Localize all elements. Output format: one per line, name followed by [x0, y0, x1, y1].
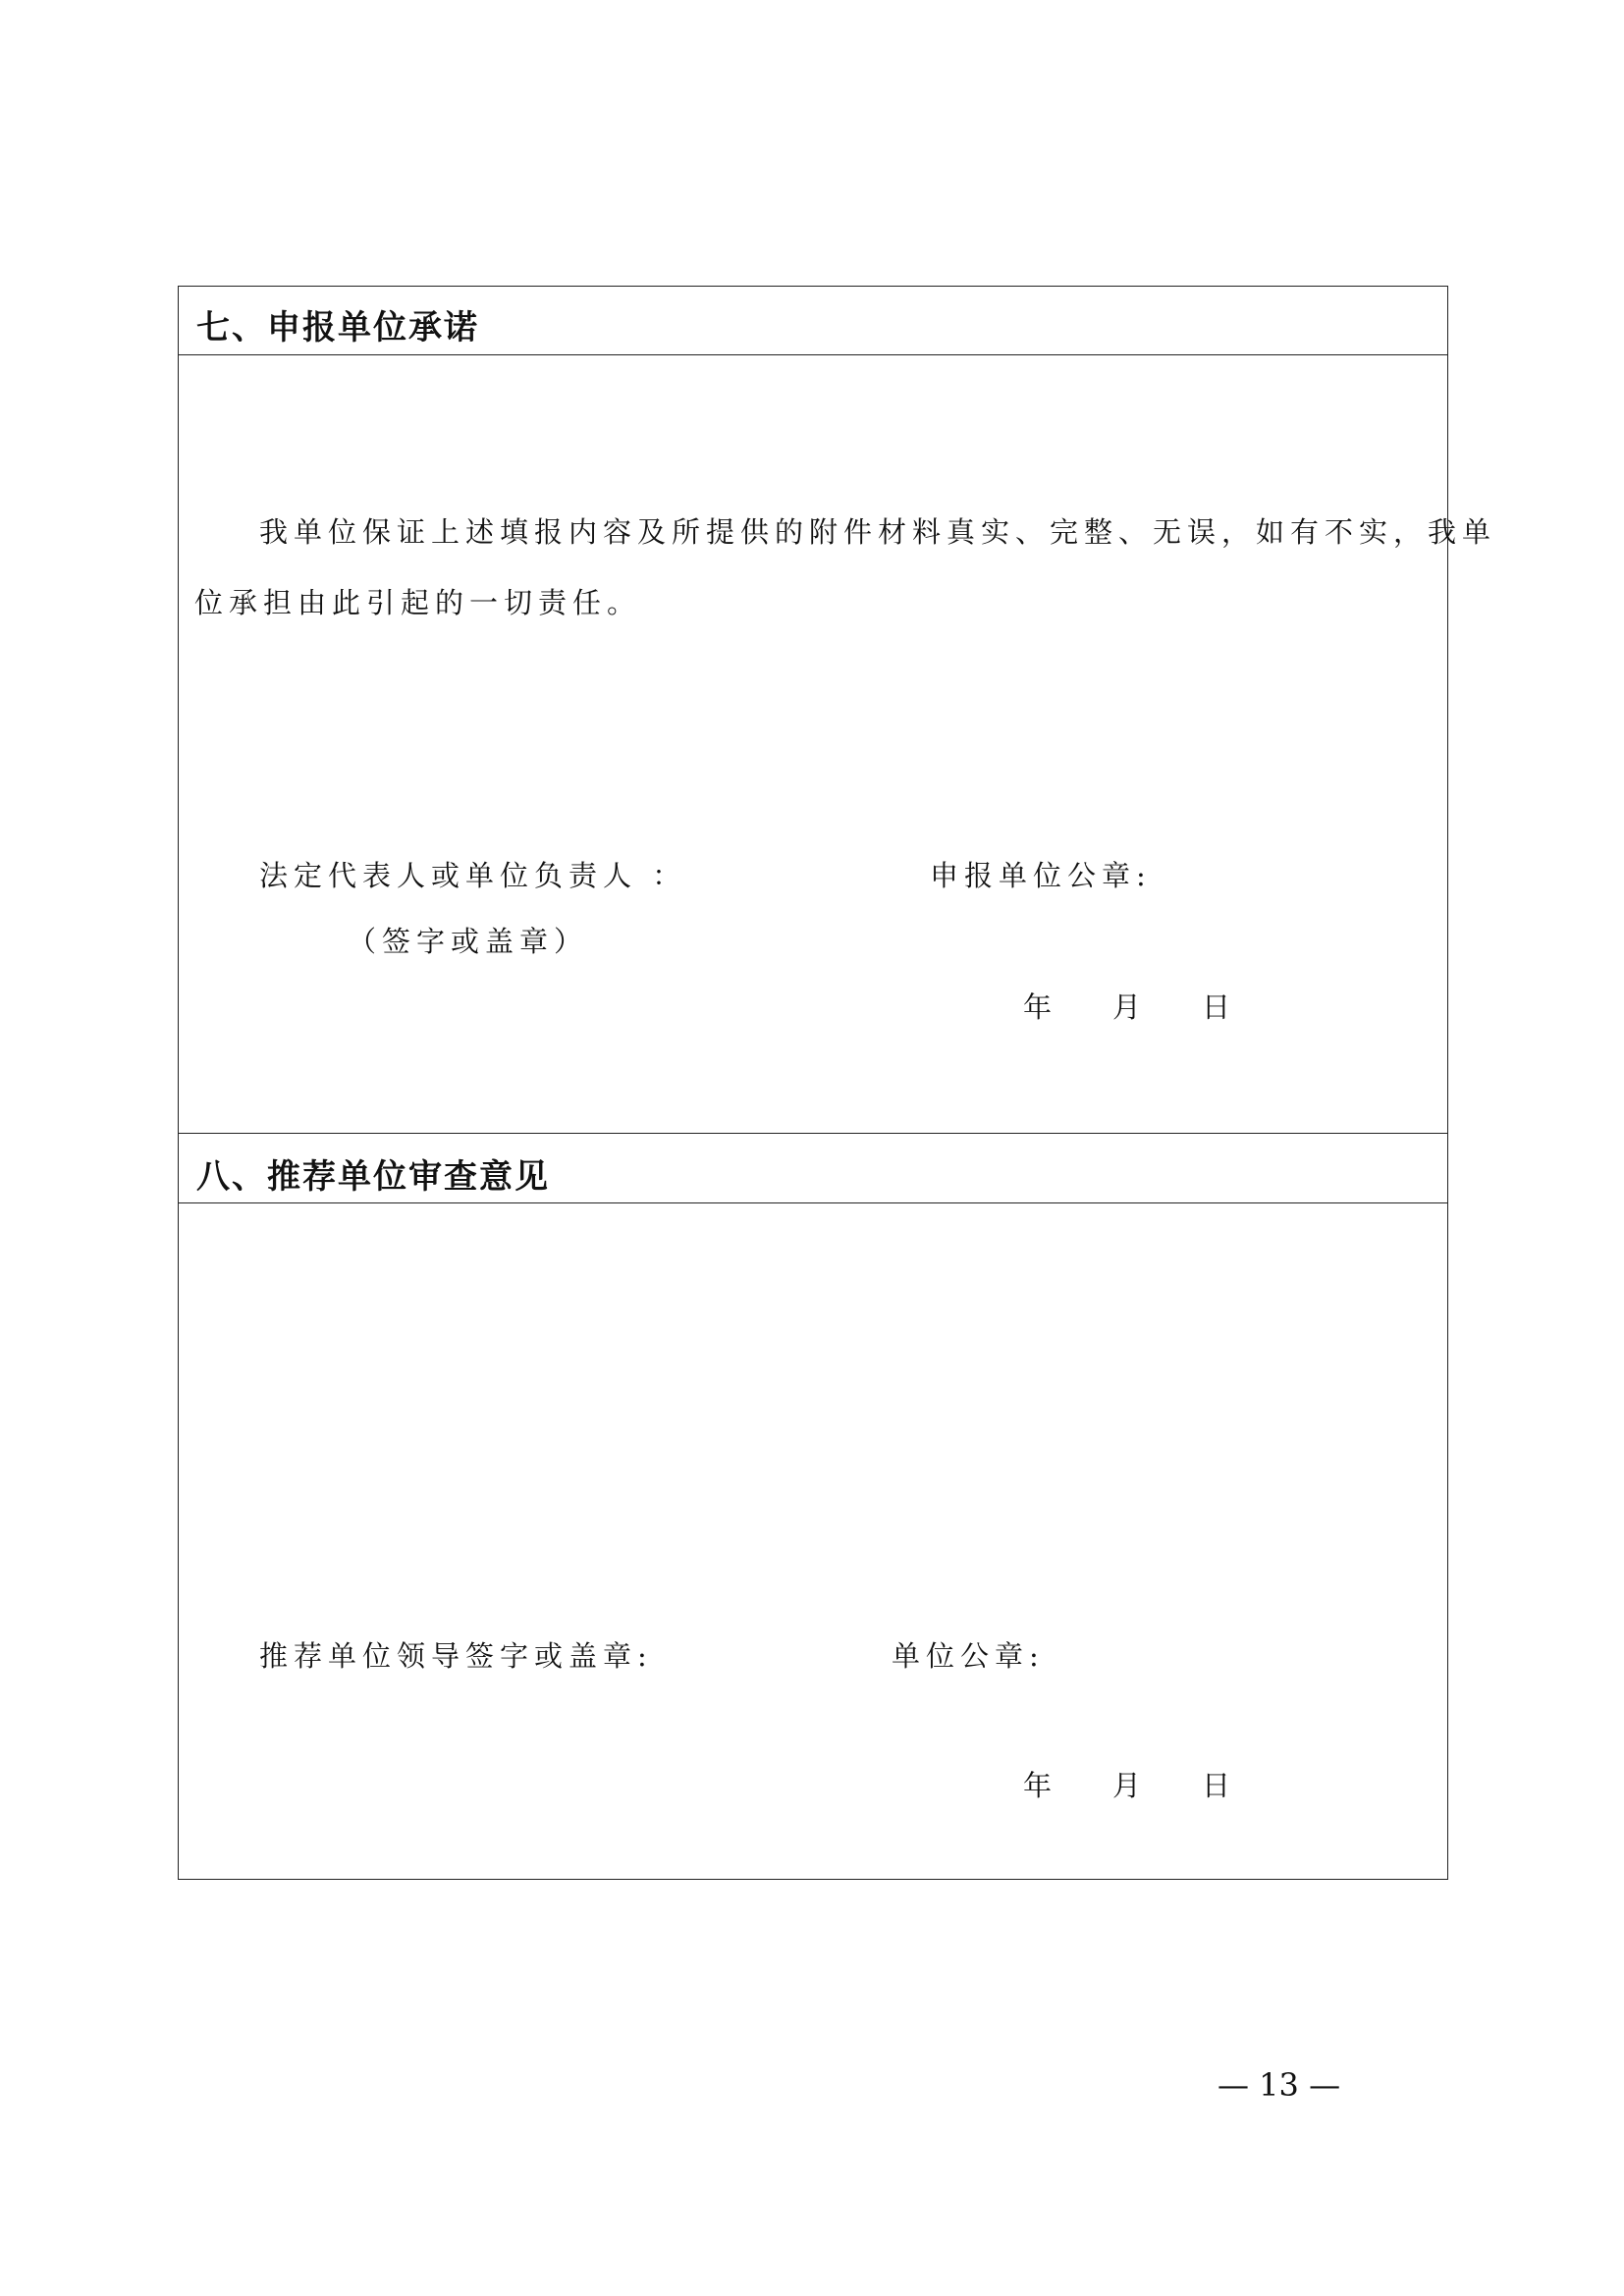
date-day-label: 日 [1202, 990, 1237, 1024]
section-8-title: 八、推荐单位审查意见 [196, 1157, 550, 1197]
recommending-unit-seal-label: 单位公章: [892, 1639, 1045, 1673]
sign-or-stamp-note: （签字或盖章） [348, 925, 589, 958]
date-day-label: 日 [1202, 1769, 1237, 1802]
section-8-date [1023, 1764, 1236, 1804]
section-7-date [1023, 986, 1236, 1026]
date-year-label: 年 [1023, 990, 1058, 1024]
applicant-unit-seal-label: 申报单位公章: [930, 859, 1152, 892]
date-year-label: 年 [1023, 1769, 1058, 1802]
legal-representative-label: 法定代表人或单位负责人 ： [259, 859, 687, 892]
section-8-header [179, 1133, 1447, 1203]
pledge-text-line-2: 位承担由此引起的一切责任。 [194, 586, 642, 619]
date-month-label: 月 [1112, 1769, 1148, 1802]
pledge-text-line-1: 我单位保证上述填报内容及所提供的附件材料真实、完整、无误，如有不实，我单 [259, 515, 1497, 549]
page-number: — 13 — [1218, 2066, 1341, 2104]
date-month-label: 月 [1112, 990, 1148, 1024]
section-7-title: 七、申报单位承诺 [196, 308, 479, 347]
section-7-header [179, 287, 1447, 355]
recommending-leader-label: 推荐单位领导签字或盖章: [259, 1639, 653, 1673]
application-form-table [178, 286, 1497, 1880]
